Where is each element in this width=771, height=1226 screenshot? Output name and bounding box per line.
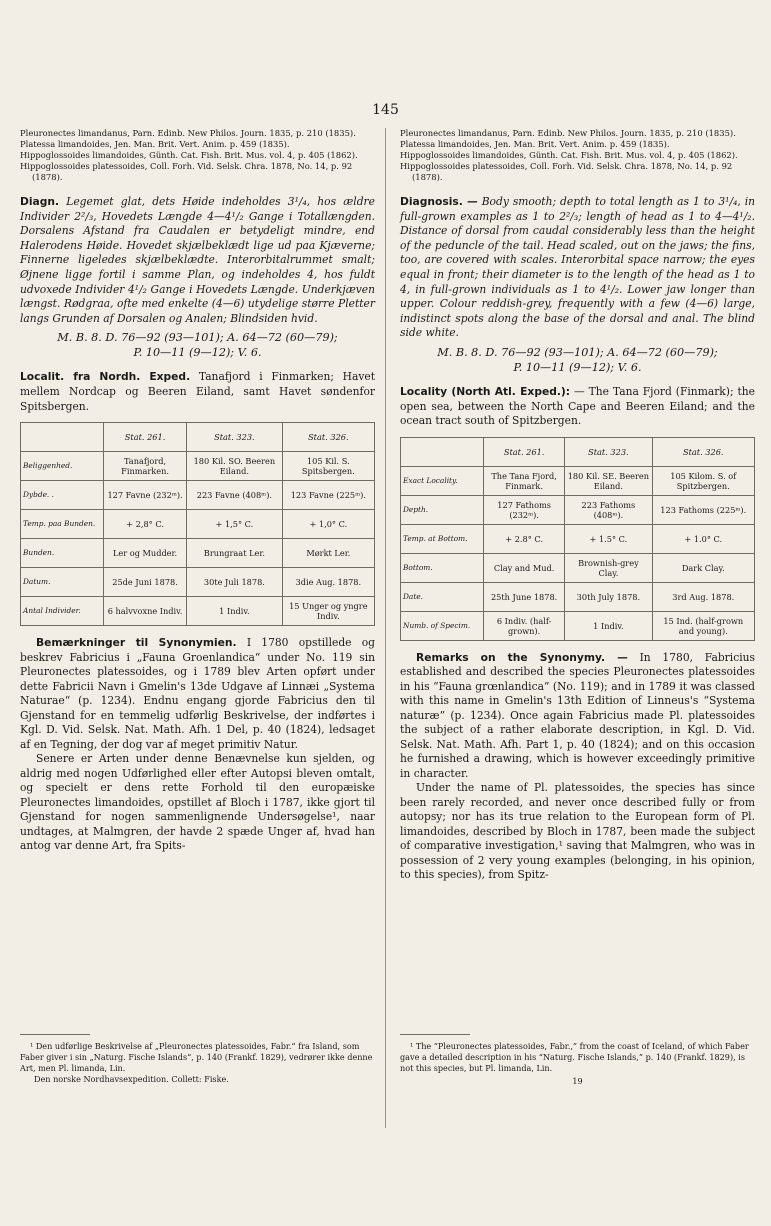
table-cell: 3die Aug. 1878. xyxy=(282,568,374,597)
footnote: ¹ Den udførlige Beskrivelse af „Pleuronectes platessoides, Fabr.“ fra Island, som Faber giver i sin „Naturg. Fische Islands“, p. 140 (Frankf. 1829), vedrører ikke denne Art, men Pl. limanda, Lin. xyxy=(20,1041,373,1073)
table-cell: 6 halvvoxne Indiv. xyxy=(104,597,187,626)
remarks-section xyxy=(20,636,375,854)
table-row xyxy=(21,481,375,510)
table-cell: 123 Fathoms (225ᵐ). xyxy=(652,495,754,524)
table-cell: 180 Kil. SE. Beeren Eiland. xyxy=(565,466,652,495)
table-cell: 30te Juli 1878. xyxy=(187,568,283,597)
footnotes-right xyxy=(400,1034,755,1087)
footnotes-left xyxy=(20,1034,375,1085)
table-row xyxy=(21,597,375,626)
table-cell: 127 Fathoms (232ᵐ). xyxy=(484,495,565,524)
remarks-section xyxy=(400,651,755,883)
footnote: ¹ The “Pleuronectes platessoides, Fabr.,” from the coast of Iceland, of which Faber gave a detailed description in his “Naturg. Fische Islands,” p. 140 (Frankf. 1829), is not this species, but Pl. limanda, Lin. xyxy=(400,1041,749,1073)
fin-formula-line-2: P. 10—11 (9—12); V. 6. xyxy=(513,360,642,374)
station-table xyxy=(400,437,755,641)
locality xyxy=(400,385,755,429)
remarks-paragraph: Senere er Arten under denne Benævnelse kun sjelden, og aldrig med nogen Udførlighed eller efter Autopsi bleven omtalt, og specielt er dens rette Forhold til den europæiske Pleuronectes limandoides, opstillet af Bloch i 1787, ikke gjort til Gjenstand for nogen sammenlignende Undersøgelse¹, naar undtages, at Malmgren, der havde 2 spæde Unger af, hvad han antog var denne Art, fra Spits- xyxy=(20,752,375,853)
row-label: Dybde. . xyxy=(21,481,104,510)
table-cell: 223 Fathoms (408ᵐ). xyxy=(565,495,652,524)
synonym-entry: Hippoglossoides platessoides, Coll. Forh. Vid. Selsk. Chra. 1878, No. 14, p. 92 (1878). xyxy=(20,161,353,182)
table-cell: 223 Favne (408ᵐ). xyxy=(187,481,283,510)
signature-line: Den norske Nordhavsexpedition. Collett: Fiske. xyxy=(34,1074,229,1084)
row-label: Antal Individer. xyxy=(21,597,104,626)
row-label: Depth. xyxy=(401,495,484,524)
table-cell: 123 Favne (225ᵐ). xyxy=(282,481,374,510)
table-row xyxy=(401,611,755,640)
remarks-heading: Bemærkninger til Synonymien. xyxy=(36,636,237,650)
table-cell: 25de Juni 1878. xyxy=(104,568,187,597)
table-cell: 30th July 1878. xyxy=(565,582,652,611)
synonym-list xyxy=(20,128,375,183)
signature-folio: 19 xyxy=(572,1076,583,1086)
fin-formula-line-2: P. 10—11 (9—12); V. 6. xyxy=(133,346,262,360)
table-cell: + 1.5° C. xyxy=(565,524,652,553)
diagnosis-text: Legemet glat, dets Høide indeholdes 3¹/₄, hos ældre Individer 2²/₃, Hovedets Længde 4—4¹/₂ Gange i Totallængden. Dorsalens Afstand fra Caudalen er betydeligt mindre, end Halerodens Høide. Hovedet skjælbeklædt lige ud paa Kjæverne; Finnerne ligeledes skjælbeklædte. Interorbitalrummet smalt; Øjnene ligge fortil i samme Plan, og indeholdes 4, hos fuldt udvoxede Individer 4¹/₂ Gange i Hovedets Længde. Underkjæven længst. Rødgraa, ofte med enkelte (4—6) utydelige større Pletter langs Grunden af Dorsalen og Analen; Blindsiden hvid. xyxy=(20,195,375,325)
diagnosis-heading: Diagnosis. — xyxy=(400,195,478,208)
row-label: Temp. paa Bunden. xyxy=(21,510,104,539)
table-cell: 1 Indiv. xyxy=(187,597,283,626)
remarks-paragraph xyxy=(20,636,375,752)
diagnosis-heading: Diagn. xyxy=(20,195,60,208)
remarks-text: I 1780 opstillede og beskrev Fabricius i „Fauna Groenlandica“ under No. 119 sin Pleuronectes platessoides, og i 1789 blev Arten opført under dette Fabricii Navn i Gmelin's 13de Udgave af Linnæi „Systema Naturae“ (p. 1234). Endnu engang gjorde Fabricius den til Gjenstand for en temmelig udførlig Beskrivelse, der indførtes i Kgl. D. Vid. Selsk. Nat. Math. Afh. 1 Del, p. 40 (1824), ledsaget af en Tegning, der dog var af meget primitiv Natur. xyxy=(20,636,375,751)
table-row xyxy=(401,495,755,524)
diagnosis xyxy=(20,195,375,326)
left-column xyxy=(20,128,375,854)
synonym-list xyxy=(400,128,755,183)
table-cell: 1 Indiv. xyxy=(565,611,652,640)
table-row xyxy=(21,510,375,539)
locality-heading: Locality (North Atl. Exped.): xyxy=(400,384,571,398)
table-header: Stat. 326. xyxy=(652,437,754,466)
table-cell: 105 Kil. S. Spitsbergen. xyxy=(282,452,374,481)
table-cell: Mørkt Ler. xyxy=(282,539,374,568)
footnote-rule xyxy=(20,1034,90,1035)
diagnosis xyxy=(400,195,755,341)
table-header-corner xyxy=(401,437,484,466)
row-label: Bottom. xyxy=(401,553,484,582)
column-divider xyxy=(385,128,386,1128)
table-cell: 15 Unger og yngre Indiv. xyxy=(282,597,374,626)
table-cell: + 2,8° C. xyxy=(104,510,187,539)
table-cell: Clay and Mud. xyxy=(484,553,565,582)
synonym-entry: Pleuronectes limandanus, Parn. Edinb. New Philos. Journ. 1835, p. 210 (1835). xyxy=(20,128,356,138)
synonym-entry: Hippoglossoides limandoides, Günth. Cat. Fish. Brit. Mus. vol. 4, p. 405 (1862). xyxy=(400,150,738,160)
table-header: Stat. 261. xyxy=(484,437,565,466)
table-cell: 25th June 1878. xyxy=(484,582,565,611)
table-cell: The Tana Fjord, Finmark. xyxy=(484,466,565,495)
synonym-entry: Hippoglossoides limandoides, Günth. Cat. Fish. Brit. Mus. vol. 4, p. 405 (1862). xyxy=(20,150,358,160)
row-label: Numb. of Specim. xyxy=(401,611,484,640)
row-label: Beliggenhed. xyxy=(21,452,104,481)
table-cell: Dark Clay. xyxy=(652,553,754,582)
table-header: Stat. 261. xyxy=(104,423,187,452)
table-row xyxy=(401,582,755,611)
locality-heading: Localit. fra Nordh. Exped. xyxy=(20,370,191,384)
table-cell: Brungraat Ler. xyxy=(187,539,283,568)
table-cell: Brownish-grey Clay. xyxy=(565,553,652,582)
table-header-corner xyxy=(21,423,104,452)
footnote-rule xyxy=(400,1034,470,1035)
table-row xyxy=(401,524,755,553)
table-cell: 15 Ind. (half-grown and young). xyxy=(652,611,754,640)
table-row xyxy=(21,452,375,481)
table-cell: + 1.0° C. xyxy=(652,524,754,553)
locality-text: Tanafjord i Finmarken; Havet mellem Nordcap og Beeren Eiland, samt Havet søndenfor Spitsbergen. xyxy=(20,370,376,413)
remarks-text: In 1780, Fabricius established and described the species Pleuronectes platessoides in his “Fauna grœnlandica” (No. 119); and in 1789 it was classed with this name in Gmelin's 13th Edition of Linneus's “Systema naturæ” (p. 1234). Once again Fabricius made Pl. platessoides the subject of a rather elaborate description, in Kgl. D. Vid. Selsk. Nat. Math. Afh. Part 1, p. 40 (1824); and on this occasion he furnished a drawing, which is however exceedingly primitive in character. xyxy=(400,650,755,780)
locality-text: — The Tana Fjord (Finmark); the open sea, between the North Cape and Beeren Eiland; and the ocean tract south of Spitzbergen. xyxy=(400,384,755,428)
remarks-heading: Remarks on the Synonymy. — xyxy=(416,650,628,664)
synonym-entry: Pleuronectes limandanus, Parn. Edinb. New Philos. Journ. 1835, p. 210 (1835). xyxy=(400,128,736,138)
table-row xyxy=(21,539,375,568)
row-label: Date. xyxy=(401,582,484,611)
table-cell: 180 Kil. SO. Beeren Eiland. xyxy=(187,452,283,481)
table-cell: + 1,5° C. xyxy=(187,510,283,539)
table-row xyxy=(401,553,755,582)
table-cell: 3rd Aug. 1878. xyxy=(652,582,754,611)
fin-formula-line-1: M. B. 8. D. 76—92 (93—101); A. 64—72 (60—79); xyxy=(437,345,718,359)
synonym-entry: Hippoglossoides platessoides, Coll. Forh. Vid. Selsk. Chra. 1878, No. 14, p. 92 (1878). xyxy=(400,161,733,182)
table-header: Stat. 323. xyxy=(565,437,652,466)
remarks-paragraph xyxy=(400,651,755,782)
fin-formula-line-1: M. B. 8. D. 76—92 (93—101); A. 64—72 (60—79); xyxy=(57,331,338,345)
table-cell: 127 Favne (232ᵐ). xyxy=(104,481,187,510)
table-cell: Tanafjord, Finmarken. xyxy=(104,452,187,481)
table-cell: 105 Kilom. S. of Spitzbergen. xyxy=(652,466,754,495)
row-label: Exact Locality. xyxy=(401,466,484,495)
row-label: Temp. at Bottom. xyxy=(401,524,484,553)
table-header: Stat. 326. xyxy=(282,423,374,452)
right-column xyxy=(400,128,755,883)
table-row xyxy=(21,568,375,597)
synonym-entry: Platessa limandoides, Jen. Man. Brit. Vert. Anim. p. 459 (1835). xyxy=(400,139,670,149)
table-cell: 6 Indiv. (half-grown). xyxy=(484,611,565,640)
table-header: Stat. 323. xyxy=(187,423,283,452)
locality xyxy=(20,370,375,414)
row-label: Bunden. xyxy=(21,539,104,568)
table-cell: + 2.8° C. xyxy=(484,524,565,553)
diagnosis-text: Body smooth; depth to total length as 1 to 3¹/₄, in full-grown examples as 1 to 2²/₃; length of head as 1 to 4—4¹/₂. Distance of dorsal from caudal considerably less than the height of the peduncle of the tail. Head scaled, out on the jaws; the fins, too, are covered with scales. Interorbital space narrow; the eyes equal in front; their diameter is to the length of the head as 1 to 4, in full-grown individuals as 1 to 4¹/₂. Lower jaw longer than upper. Colour reddish-grey, frequently with a few (4—6) large, indistinct spots along the base of the dorsal and anal. The blind side white. xyxy=(400,195,755,340)
remarks-paragraph: Under the name of Pl. platessoides, the species has since been rarely recorded, and never once described fully or from autopsy; nor has its true relation to the European form of Pl. limandoides, described by Bloch in 1787, been made the subject of comparative investigation,¹ saving that Malmgren, who was in possession of 2 very young examples (belonging, in his opinion, to this species), from Spitz- xyxy=(400,781,755,882)
row-label: Datum. xyxy=(21,568,104,597)
station-table xyxy=(20,422,375,626)
table-row xyxy=(401,466,755,495)
synonym-entry: Platessa limandoides, Jen. Man. Brit. Vert. Anim. p. 459 (1835). xyxy=(20,139,290,149)
table-cell: + 1,0° C. xyxy=(282,510,374,539)
page-number: 145 xyxy=(372,102,399,118)
table-cell: Ler og Mudder. xyxy=(104,539,187,568)
